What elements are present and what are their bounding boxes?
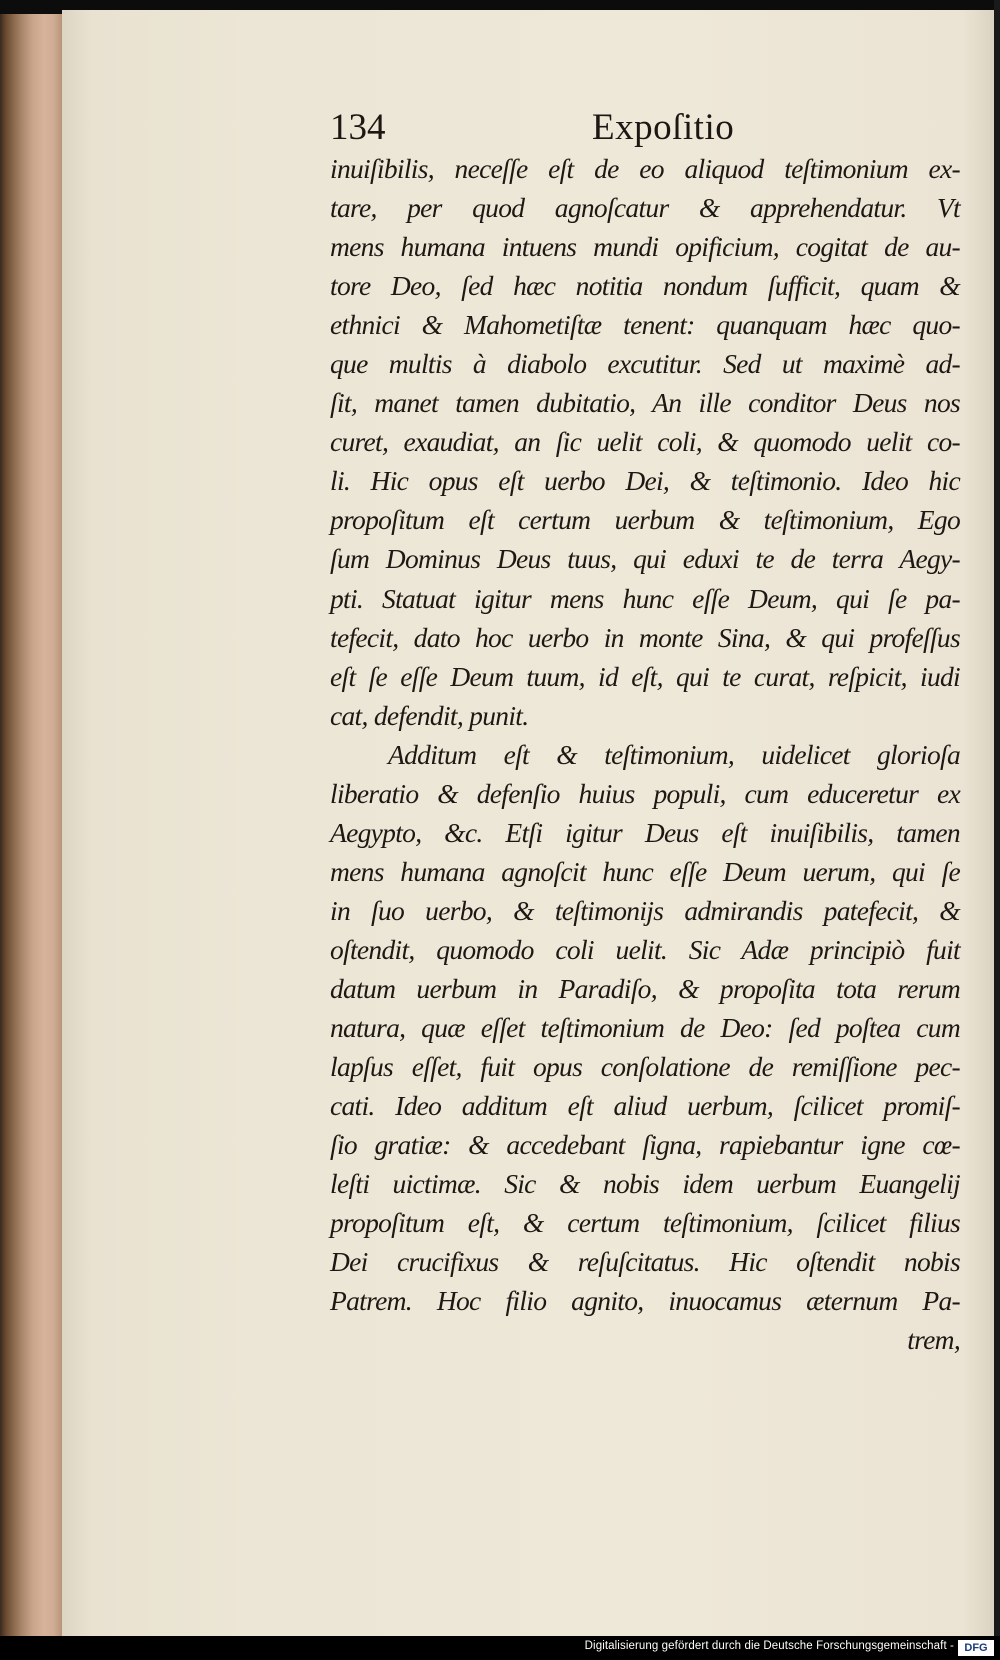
dfg-logo: DFG bbox=[958, 1640, 994, 1656]
text-line: mens humana agnoſcit hunc eſſe Deum uerum, qui ſe bbox=[330, 855, 960, 887]
text-line: tare, per quod agnoſcatur & apprehendatur. Vt bbox=[330, 192, 960, 224]
text-line: ſio gratiæ: & accedebant ſigna, rapiebantur igne cœ- bbox=[330, 1129, 960, 1161]
body-text bbox=[330, 149, 960, 1359]
catchword: trem, bbox=[907, 1324, 960, 1356]
page-header bbox=[330, 104, 990, 152]
text-line: in ſuo uerbo, & teſtimonijs admirandis patefecit, & bbox=[330, 894, 960, 926]
digitization-credit: Digitalisierung gefördert durch die Deutsche Forschungsgemeinschaft - bbox=[584, 1640, 954, 1652]
text-line: ſit, manet tamen dubitatio, An ille conditor Deus nos bbox=[330, 387, 960, 419]
text-line: cati. Ideo additum eſt aliud uerbum, ſcilicet promiſ- bbox=[330, 1090, 960, 1122]
text-line: curet, exaudiat, an ſic uelit coli, & quomodo uelit co- bbox=[330, 426, 960, 458]
text-line: leſti uictimæ. Sic & nobis idem uerbum Euangelij bbox=[330, 1168, 960, 1200]
page-number: 134 bbox=[330, 107, 386, 148]
scan-border-right bbox=[994, 0, 1000, 1640]
text-line: ſum Dominus Deus tuus, qui eduxi te de terra Aegy- bbox=[330, 543, 960, 575]
book-page-edges bbox=[0, 14, 66, 1636]
text-line: inuiſibilis, neceſſe eſt de eo aliquod teſtimonium ex- bbox=[330, 153, 960, 184]
text-line: que multis à diabolo excutitur. Sed ut maximè ad- bbox=[330, 348, 960, 380]
text-line: propoſitum eſt, & certum teſtimonium, ſcilicet filius bbox=[330, 1207, 960, 1239]
text-line: pti. Statuat igitur mens hunc eſſe Deum, qui ſe pa- bbox=[330, 582, 960, 614]
running-head: Expoſitio bbox=[592, 107, 735, 148]
text-line: eſt ſe eſſe Deum tuum, id eſt, qui te curat, reſpicit, iudi bbox=[330, 660, 960, 692]
text-line: ethnici & Mahometiſtæ tenent: quanquam hæc quo- bbox=[330, 309, 960, 341]
text-line: natura, quæ eſſet teſtimonium de Deo: ſed poſtea cum bbox=[330, 1012, 960, 1044]
text-line: Patrem. Hoc filio agnito, inuocamus æternum Pa- bbox=[330, 1285, 960, 1317]
text-line: Aegypto, &c. Etſi igitur Deus eſt inuiſibilis, tamen bbox=[330, 816, 960, 848]
text-line: tore Deo, ſed hæc notitia nondum ſufficit, quam & bbox=[330, 270, 960, 302]
paragraph-start-line: Additum eſt & teſtimonium, uidelicet glorioſa bbox=[388, 738, 960, 770]
text-line: mens humana intuens mundi opificium, cogitat de au- bbox=[330, 231, 960, 263]
text-line: oſtendit, quomodo coli uelit. Sic Adæ principiò fuit bbox=[330, 933, 960, 965]
text-line: liberatio & defenſio huius populi, cum educeretur ex bbox=[330, 777, 960, 809]
text-line: lapſus eſſet, fuit opus conſolatione de remiſſione pec- bbox=[330, 1051, 960, 1083]
text-line: Dei crucifixus & reſuſcitatus. Hic oſtendit nobis bbox=[330, 1246, 960, 1278]
text-line: datum uerbum in Paradiſo, & propoſita tota rerum bbox=[330, 972, 960, 1004]
text-line: propoſitum eſt certum uerbum & teſtimonium, Ego bbox=[330, 504, 960, 536]
text-line: li. Hic opus eſt uerbo Dei, & teſtimonio. Ideo hic bbox=[330, 465, 960, 497]
text-line: tefecit, dato hoc uerbo in monte Sina, & qui profeſſus bbox=[330, 621, 960, 653]
paragraph-end-line: cat, defendit, punit. bbox=[330, 699, 529, 731]
